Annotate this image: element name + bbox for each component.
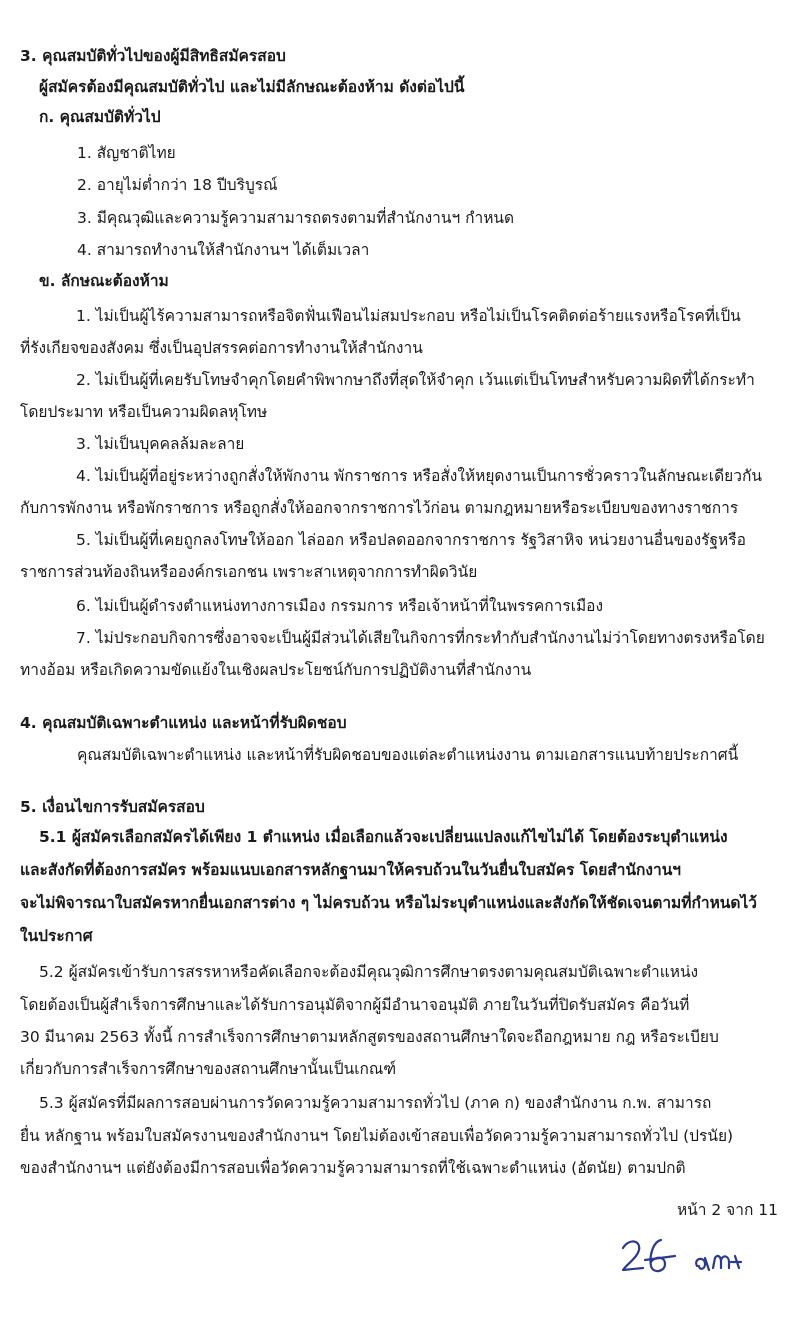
section-3-heading: 3. คุณสมบัติทั่วไปของผู้มีสิทธิสมัครสอบ	[20, 47, 286, 65]
section-4-body: คุณสมบัติเฉพาะตำแหน่ง และหน้าที่รับผิดชอบของแต่ละตำแหน่งงาน ตามเอกสารแนบท้ายประกาศนี้	[77, 746, 739, 764]
prohibition-4-line-2: กับการพักงาน หรือพักราชการ หรือถูกสั่งให้ออกจากราชการไว้ก่อน ตามกฎหมายหรือระเบียบของทางราชการ	[20, 499, 739, 517]
condition-5-1-line-4: ในประกาศ	[20, 927, 93, 945]
qualification-item: 2. อายุไม่ต่ำกว่า 18 ปีบริบูรณ์	[77, 176, 278, 194]
general-qualifications-heading: ก. คุณสมบัติทั่วไป	[39, 108, 161, 126]
condition-5-2-line-1: 5.2 ผู้สมัครเข้ารับการสรรหาหรือคัดเลือกจะต้องมีคุณวุฒิการศึกษาตรงตามคุณสมบัติเฉพาะตำแหน่ง	[39, 963, 699, 981]
prohibition-7-line-2: ทางอ้อม หรือเกิดความขัดแย้งในเชิงผลประโยชน์กับการปฏิบัติงานที่สำนักงาน	[20, 661, 532, 679]
prohibition-2-line-1: 2. ไม่เป็นผู้ที่เคยรับโทษจำคุกโดยคำพิพากษาถึงที่สุดให้จำคุก เว้นแต่เป็นโทษสำหรับความผิดที่ได้กระทำ	[76, 371, 755, 389]
condition-5-3-line-1: 5.3 ผู้สมัครที่มีผลการสอบผ่านการวัดความรู้ความสามารถทั่วไป (ภาค ก) ของสำนักงาน ก.พ. สามารถ	[39, 1094, 712, 1112]
condition-5-3-line-3: ของสำนักงานฯ แต่ยังต้องมีการสอบเพื่อวัดความรู้ความสามารถที่ใช้เฉพาะตำแหน่ง (อัตนัย) ตามปกติ	[20, 1159, 686, 1177]
prohibition-5-line-1: 5. ไม่เป็นผู้ที่เคยถูกลงโทษให้ออก ไล่ออก หรือปลดออกจากราชการ รัฐวิสาหิจ หน่วยงานอื่นของรัฐหรือ	[76, 531, 746, 549]
prohibition-3-line-1: 3. ไม่เป็นบุคคลล้มละลาย	[76, 435, 245, 453]
prohibited-characteristics-heading: ข. ลักษณะต้องห้าม	[39, 272, 169, 290]
prohibition-5-line-2: ราชการส่วนท้องถินหรือองค์กรเอกชน เพราะสาเหตุจากการทำผิดวินัย	[20, 563, 478, 581]
prohibition-2-line-2: โดยประมาท หรือเป็นความผิดลหุโทษ	[20, 403, 268, 421]
qualification-item: 1. สัญชาติไทย	[77, 144, 176, 162]
condition-5-1-line-3: จะไม่พิจารณาใบสมัครหากยื่นเอกสารต่าง ๆ ไม่ครบถ้วน หรือไม่ระบุตำแหน่งและสังกัดให้ชัดเจนตามที่กำหนดไว้	[20, 894, 757, 912]
section-5-heading: 5. เงื่อนไขการรับสมัครสอบ	[20, 798, 205, 816]
prohibition-7-line-1: 7. ไม่ประกอบกิจการซึ่งอาจจะเป็นผู้มีส่วนได้เสียในกิจการที่กระทำกับสำนักงานไม่ว่าโดยทางตรงหรือโดย	[76, 629, 765, 647]
section-3-intro: ผู้สมัครต้องมีคุณสมบัติทั่วไป และไม่มีลักษณะต้องห้าม ดังต่อไปนี้	[39, 78, 465, 96]
prohibition-1-line-2: ที่รังเกียจของสังคม ซึ่งเป็นอุปสรรคต่อการทำงานให้สำนักงาน	[20, 339, 423, 357]
prohibition-6-line-1: 6. ไม่เป็นผู้ดำรงตำแหน่งทางการเมือง กรรมการ หรือเจ้าหน้าที่ในพรรคการเมือง	[76, 597, 604, 615]
condition-5-1-line-1: 5.1 ผู้สมัครเลือกสมัครได้เพียง 1 ตำแหน่ง เมื่อเลือกแล้วจะเปลี่ยนแปลงแก้ไขไม่ได้ โดยต้องระบุตำแหน่ง	[39, 828, 728, 846]
qualification-item: 3. มีคุณวุฒิและความรู้ความสามารถตรงตามที่สำนักงานฯ กำหนด	[77, 209, 515, 227]
condition-5-2-line-4: เกี่ยวกับการสำเร็จการศึกษาของสถานศึกษานั้นเป็นเกณฑ์	[20, 1060, 397, 1078]
condition-5-2-line-2: โดยต้องเป็นผู้สำเร็จการศึกษาและได้รับการอนุมัติจากผู้มีอำนาจอนุมัติ ภายในวันที่ปิดรับสมัคร คือวันที่	[20, 996, 690, 1014]
prohibition-1-line-1: 1. ไม่เป็นผู้ไร้ความสามารถหรือจิตฟั่นเฟือนไม่สมประกอบ หรือไม่เป็นโรคติดต่อร้ายแรงหรือโรคที่เป็น	[76, 307, 741, 325]
handwritten-signature	[615, 1232, 755, 1282]
prohibition-4-line-1: 4. ไม่เป็นผู้ที่อยู่ระหว่างถูกสั่งให้พักงาน พักราชการ หรือสั่งให้หยุดงานเป็นการชั่วคราวในลักษณะเดียวกัน	[76, 467, 762, 485]
qualification-item: 4. สามารถทำงานให้สำนักงานฯ ได้เต็มเวลา	[77, 241, 370, 259]
condition-5-3-line-2: ยื่น หลักฐาน พร้อมใบสมัครงานของสำนักงานฯ โดยไม่ต้องเข้าสอบเพื่อวัดความรู้ความสามารถทั่วไป (ปรนัย)	[20, 1127, 734, 1145]
condition-5-2-line-3: 30 มีนาคม 2563 ทั้งนี้ การสำเร็จการศึกษาตามหลักสูตรของสถานศึกษาใดจะถือกฎหมาย กฎ หรือระเบียบ	[20, 1028, 719, 1046]
section-4-heading: 4. คุณสมบัติเฉพาะตำแหน่ง และหน้าที่รับผิดชอบ	[20, 714, 347, 732]
condition-5-1-line-2: และสังกัดที่ต้องการสมัคร พร้อมแนบเอกสารหลักฐานมาให้ครบถ้วนในวันยื่นใบสมัคร โดยสำนักงานฯ	[20, 861, 681, 879]
page-number: หน้า 2 จาก 11	[676, 1201, 778, 1219]
